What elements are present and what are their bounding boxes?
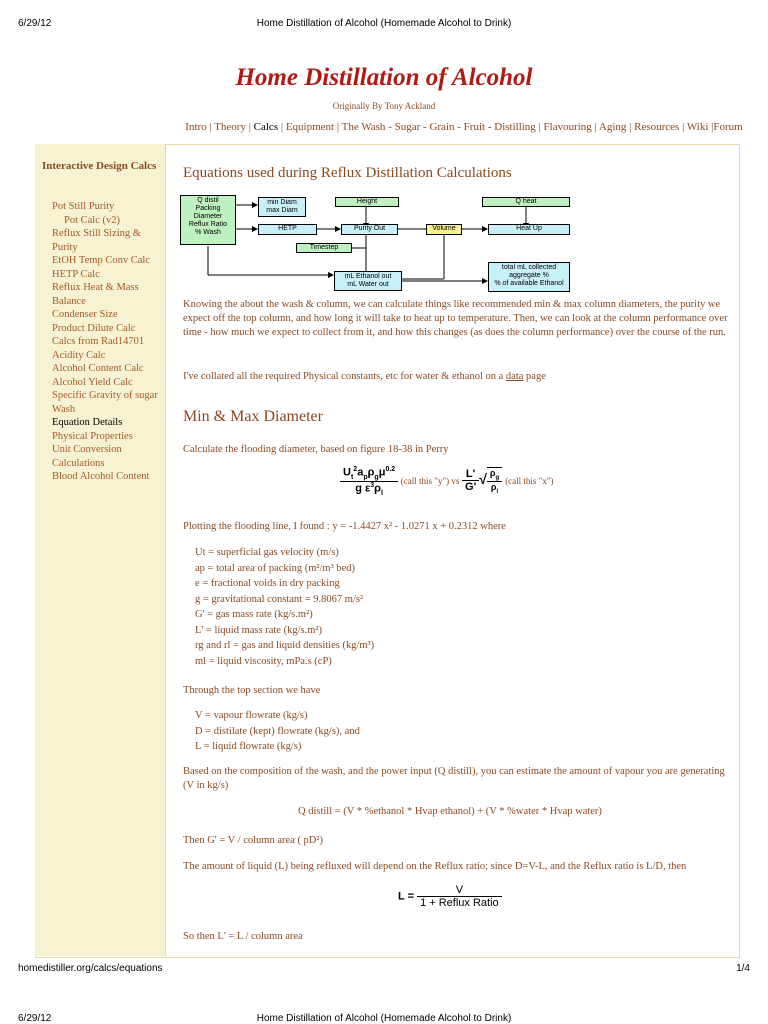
sidebar-item-hetp-calc[interactable]: HETP Calc xyxy=(52,268,100,280)
density-gas: $\rho_g$ xyxy=(487,468,502,482)
y-denominator: g $\varepsilon^3\rho_l$ xyxy=(355,481,383,497)
variable-definition: ap = total area of packing (m²/m³ bed) xyxy=(195,562,356,574)
call-x-text: (call this "x") xyxy=(505,475,554,486)
call-y-text: (call this "y") vs xyxy=(400,475,460,486)
nav-equipment[interactable]: Equipment xyxy=(285,121,335,133)
nav-sugar[interactable]: Sugar xyxy=(394,121,421,133)
byline: Originally By Tony Ackland xyxy=(332,101,436,111)
variable-definition: rg and rl = gas and liquid densities (kg/m³) xyxy=(195,640,375,651)
flowrate-definition: L = liquid flowrate (kg/s) xyxy=(195,741,302,752)
collated-page-text: page xyxy=(526,371,546,382)
input-packing: Packing xyxy=(195,205,221,212)
variable-definition: g = gravitational constant = 9.8067 m/s² xyxy=(195,593,364,605)
sidebar xyxy=(35,144,166,956)
next-print-date: 6/29/12 xyxy=(18,1013,52,1024)
sqrt-sign: √ xyxy=(479,470,487,487)
l-equation xyxy=(398,884,502,909)
input-q-distil: Q distil xyxy=(197,197,219,204)
flooding-line-text: Plotting the flooding line, I found : y = -1.4427 x² - 1.0271 x + 0.2312 where xyxy=(183,521,506,532)
nav-calcs[interactable]: Calcs xyxy=(253,121,279,133)
collected-box xyxy=(488,262,570,292)
next-print-title: Home Distillation of Alcohol (Homemade Alcohol to Drink) xyxy=(256,1013,512,1024)
sidebar-item-unit-conversion-calculations[interactable]: Unit Conversion Calculations xyxy=(52,444,122,469)
sidebar-item-acidity-calc[interactable]: Acidity Calc xyxy=(52,349,106,361)
intro-paragraph: Knowing the about the wash & column, we can calculate things like recommended min & max column diameters, the purity we expect off the top column, and how long it will take to heat up to temperature. Then, we can look at the column performance over time - how much we expect to collect from it, and how this changes (as does the column performance) over the course of the run. xyxy=(183,299,728,338)
l-eq-lhs: L = xyxy=(398,890,415,903)
ethanol-water-box xyxy=(334,271,402,291)
nav-separator: | xyxy=(245,121,254,133)
page-heading: Equations used during Reflux Distillation Calculations xyxy=(183,165,512,181)
sidebar-item-alcohol-yield-calc[interactable]: Alcohol Yield Calc xyxy=(52,376,133,388)
y-fraction xyxy=(340,466,398,497)
sidebar-item-equation-details[interactable]: Equation Details xyxy=(52,417,123,428)
print-title: Home Distillation of Alcohol (Homemade Alcohol to Drink) xyxy=(256,18,512,29)
nav-flavouring[interactable]: Flavouring xyxy=(543,121,592,133)
variable-definition: G' = gas mass rate (kg/s.m²) xyxy=(195,609,313,620)
nav-wiki[interactable]: Wiki xyxy=(686,121,709,133)
hetp-box: HETP xyxy=(258,224,317,235)
total-collected-label: total mL collected xyxy=(501,264,557,271)
nav-intro[interactable]: Intro xyxy=(185,121,207,133)
variable-definition: Ut = superficial gas velocity (m/s) xyxy=(195,547,339,558)
timestep-box: Timestep xyxy=(296,243,352,253)
l-eq-denominator: 1 + Reflux Ratio xyxy=(420,897,499,909)
min-max-heading: Min & Max Diameter xyxy=(183,408,323,425)
input-wash: % Wash xyxy=(195,229,221,236)
sidebar-item-blood-alcohol-content[interactable]: Blood Alcohol Content xyxy=(52,471,150,482)
nav-distilling[interactable]: Distilling xyxy=(494,121,536,133)
so-then-text: So then L' = L / column area xyxy=(183,931,303,942)
collated-paragraph xyxy=(183,370,728,384)
variable-definition: ml = liquid viscosity, mPa.s (cP) xyxy=(195,655,332,667)
liquid-reflux-paragraph: The amount of liquid (L) being refluxed will depend on the Reflux ratio; since D=V-L, and the Reflux ratio is L/D, then xyxy=(183,861,687,872)
sidebar-item-calcs-from-rad14701[interactable]: Calcs from Rad14701 xyxy=(52,336,145,347)
volume-box: Volume xyxy=(426,224,462,235)
variable-definition: L' = liquid mass rate (kg/s.m²) xyxy=(195,624,323,636)
sidebar-heading[interactable]: Interactive Design Calcs xyxy=(42,160,157,172)
sidebar-item-etoh-temp-conv-calc[interactable]: EtOH Temp Conv Calc xyxy=(52,255,150,266)
nav-separator: | xyxy=(206,121,215,133)
input-reflux-ratio: Reflux Ratio xyxy=(188,221,228,228)
density-liquid: $\rho_l$ xyxy=(490,481,499,495)
variable-list xyxy=(195,545,374,669)
site-title[interactable]: Home Distillation of Alcohol xyxy=(235,64,533,91)
nav-separator: - xyxy=(485,121,495,133)
print-date: 6/29/12 xyxy=(18,18,52,29)
top-section-text: Through the top section we have xyxy=(183,685,321,696)
l-eq-fraction xyxy=(417,884,502,909)
sidebar-item-alcohol-content-calc[interactable]: Alcohol Content Calc xyxy=(52,363,144,374)
q-heat-box: Q heat xyxy=(482,197,570,207)
composition-paragraph: Based on the composition of the wash, and the power input (Q distill), you can estimate the amount of vapour you are generating (V in kg/s) xyxy=(183,766,725,791)
min-max-diam-box xyxy=(258,197,306,217)
nav-forum[interactable]: Forum xyxy=(713,121,743,133)
sidebar-item-specific-gravity-of-sugar-wash[interactable]: Specific Gravity of sugar Wash xyxy=(52,390,158,415)
nav-separator: | xyxy=(679,121,687,133)
nav-the-wash[interactable]: The Wash xyxy=(341,121,386,133)
y-numerator: $U_t^2a_p\rho_g\mu^{0.2}$ xyxy=(340,466,398,482)
collated-text: I've collated all the required Physical constants, etc for water & ethanol on a xyxy=(183,371,504,382)
sidebar-item-product-dilute-calc[interactable]: Product Dilute Calc xyxy=(52,322,136,334)
nav-aging[interactable]: Aging xyxy=(598,121,627,133)
nav-grain[interactable]: Grain xyxy=(429,121,455,133)
input-diameter: Diameter xyxy=(193,213,223,220)
inputs-box xyxy=(180,195,236,245)
flood-text: Calculate the flooding diameter, based on figure 18-38 in Perry xyxy=(183,444,449,455)
nav-separator: - xyxy=(385,121,395,133)
sidebar-item-pot-still-purity[interactable]: Pot Still Purity xyxy=(52,201,115,212)
max-diam-label: max Diam xyxy=(266,207,298,214)
density-ratio xyxy=(487,467,502,495)
min-diam-label: min Diam xyxy=(267,199,297,206)
sidebar-item-reflux-heat-mass-balance[interactable]: Reflux Heat & Mass Balance xyxy=(52,282,139,307)
nav-separator: | xyxy=(626,121,635,133)
q-distill-equation: Q distill = (V * %ethanol * Hvap ethanol) + (V * %water * Hvap water) xyxy=(298,806,602,817)
nav-separator: | xyxy=(591,121,599,133)
ethanol-out-label: mL Ethanol out xyxy=(344,273,392,280)
x-denominator: G' xyxy=(465,481,477,494)
nav-theory[interactable]: Theory xyxy=(214,121,246,133)
data-page-link[interactable]: data xyxy=(505,371,524,382)
heat-up-box: Heat Up xyxy=(488,224,570,235)
available-ethanol-label: % of available Ethanol xyxy=(494,280,564,287)
nav-resources[interactable]: Resources xyxy=(634,121,680,133)
nav-separator: | xyxy=(708,121,714,133)
sidebar-item-pot-calc-v2[interactable]: Pot Calc (v2) xyxy=(64,214,120,226)
print-page-number: 1/4 xyxy=(736,963,750,974)
variable-definition: e = fractional voids in dry packing xyxy=(195,578,340,589)
l-eq-numerator: V xyxy=(417,884,502,897)
nav-separator: | xyxy=(334,121,342,133)
water-out-label: mL Water out xyxy=(347,281,389,288)
height-box: Height xyxy=(335,197,399,207)
sidebar-list xyxy=(52,200,162,484)
g-prime-equation: Then G' = V / column area ( pD²) xyxy=(183,835,324,846)
print-url: homedistiller.org/calcs/equations xyxy=(18,963,163,974)
sidebar-item-condenser-size[interactable]: Condenser Size xyxy=(52,309,118,320)
nav-separator: | xyxy=(535,121,544,133)
x-fraction xyxy=(462,468,479,493)
sidebar-item-reflux-still-sizing-purity[interactable]: Reflux Still Sizing & Purity xyxy=(52,228,141,253)
flowrate-list xyxy=(195,708,360,755)
nav-separator: | xyxy=(278,121,286,133)
aggregate-label: aggregate % xyxy=(509,272,549,279)
flowrate-definition: V = vapour flowrate (kg/s) xyxy=(195,710,308,721)
sidebar-item-physical-properties[interactable]: Physical Properties xyxy=(52,430,133,442)
purity-out-box: Purity Out xyxy=(341,224,398,235)
x-expression xyxy=(462,468,505,495)
x-numerator: L' xyxy=(462,468,479,481)
flowrate-definition: D = distilate (kept) flowrate (kg/s), and xyxy=(195,725,360,737)
nav-separator: - xyxy=(454,121,464,133)
nav-separator: - xyxy=(420,121,430,133)
nav-fruit[interactable]: Fruit xyxy=(463,121,486,133)
flooding-equation xyxy=(340,466,554,497)
top-navigation xyxy=(160,121,768,133)
